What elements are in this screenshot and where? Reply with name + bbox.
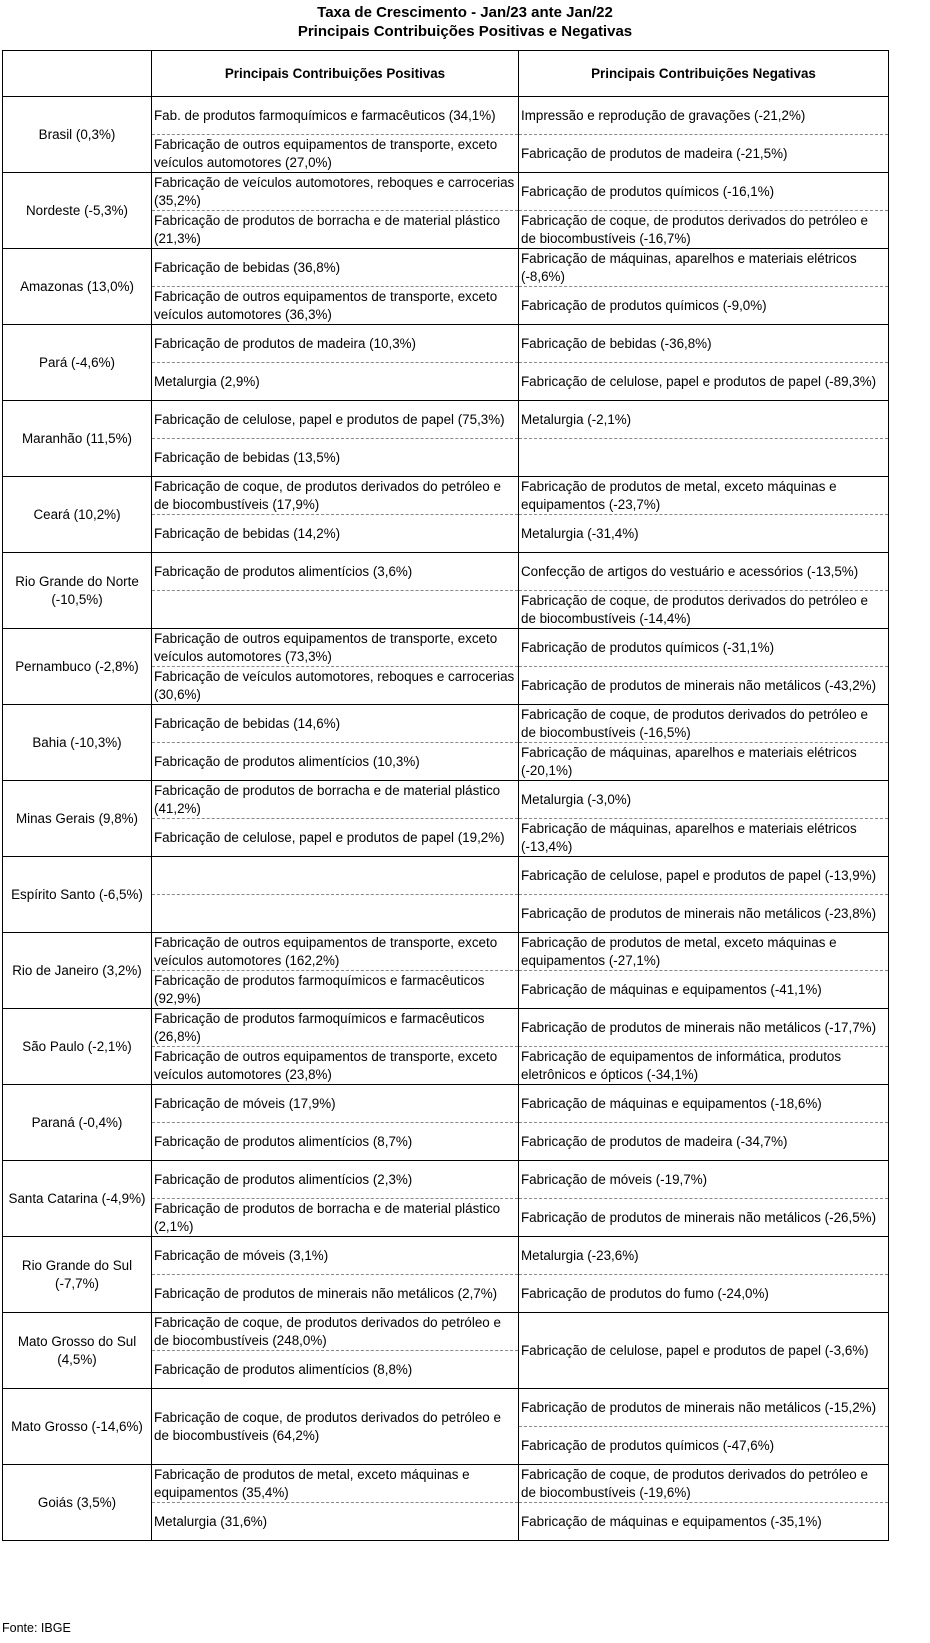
positive-contribution-cell: Fabricação de coque, de produtos derivados do petróleo e de biocombustíveis (248,0%) xyxy=(152,1313,519,1351)
negative-contribution-cell: Fabricação de coque, de produtos derivados do petróleo e de biocombustíveis (-14,4%) xyxy=(519,591,889,629)
table-row xyxy=(3,1237,889,1275)
state-cell: Pará (-4,6%) xyxy=(3,325,152,401)
positive-contribution-cell: Fabricação de bebidas (36,8%) xyxy=(152,249,519,287)
state-cell: Santa Catarina (-4,9%) xyxy=(3,1161,152,1237)
positive-contribution-cell: Fabricação de produtos alimentícios (8,8%) xyxy=(152,1351,519,1389)
header-state xyxy=(3,51,152,97)
positive-contribution-cell: Fabricação de produtos de metal, exceto máquinas e equipamentos (35,4%) xyxy=(152,1465,519,1503)
table-row xyxy=(3,933,889,971)
state-cell: Rio Grande do Norte (-10,5%) xyxy=(3,553,152,629)
table-row xyxy=(3,857,889,895)
positive-contribution-cell: Fabricação de bebidas (13,5%) xyxy=(152,439,519,477)
negative-contribution-cell: Fabricação de máquinas, aparelhos e materiais elétricos (-8,6%) xyxy=(519,249,889,287)
negative-contribution-cell: Fabricação de produtos de minerais não metálicos (-17,7%) xyxy=(519,1009,889,1047)
negative-contribution-cell: Fabricação de produtos de minerais não metálicos (-43,2%) xyxy=(519,667,889,705)
negative-contribution-cell: Fabricação de móveis (-19,7%) xyxy=(519,1161,889,1199)
negative-contribution-cell: Metalurgia (-23,6%) xyxy=(519,1237,889,1275)
positive-contribution-cell: Metalurgia (2,9%) xyxy=(152,363,519,401)
negative-contribution-cell: Fabricação de produtos químicos (-47,6%) xyxy=(519,1427,889,1465)
positive-contribution-cell: Fabricação de outros equipamentos de transporte, exceto veículos automotores (27,0%) xyxy=(152,135,519,173)
state-cell: Pernambuco (-2,8%) xyxy=(3,629,152,705)
table-row xyxy=(3,1389,889,1427)
table-row xyxy=(3,173,889,211)
positive-contribution-cell: Fabricação de outros equipamentos de transporte, exceto veículos automotores (73,3%) xyxy=(152,629,519,667)
table-row xyxy=(3,629,889,667)
state-cell: Nordeste (-5,3%) xyxy=(3,173,152,249)
table-row xyxy=(3,1085,889,1123)
positive-contribution-cell: Fabricação de produtos de borracha e de material plástico (2,1%) xyxy=(152,1199,519,1237)
negative-contribution-cell: Fabricação de produtos de minerais não metálicos (-15,2%) xyxy=(519,1389,889,1427)
negative-contribution-cell: Fabricação de máquinas e equipamentos (-41,1%) xyxy=(519,971,889,1009)
table-row xyxy=(3,477,889,515)
negative-contribution-cell: Fabricação de máquinas e equipamentos (-18,6%) xyxy=(519,1085,889,1123)
header-negative: Principais Contribuições Negativas xyxy=(519,51,889,97)
title-line-1: Taxa de Crescimento - Jan/23 ante Jan/22 xyxy=(317,4,613,21)
state-cell: Ceará (10,2%) xyxy=(3,477,152,553)
positive-contribution-cell: Fabricação de veículos automotores, reboques e carrocerias (35,2%) xyxy=(152,173,519,211)
negative-contribution-cell: Impressão e reprodução de gravações (-21,2%) xyxy=(519,97,889,135)
contributions-table xyxy=(2,50,889,1541)
table-row xyxy=(3,553,889,591)
negative-contribution-cell: Fabricação de celulose, papel e produtos de papel (-13,9%) xyxy=(519,857,889,895)
state-cell: Espírito Santo (-6,5%) xyxy=(3,857,152,933)
positive-contribution-cell: Fabricação de produtos de borracha e de material plástico (21,3%) xyxy=(152,211,519,249)
positive-contribution-cell: Fabricação de produtos farmoquímicos e farmacêuticos (92,9%) xyxy=(152,971,519,1009)
positive-contribution-cell: Fabricação de celulose, papel e produtos de papel (75,3%) xyxy=(152,401,519,439)
positive-contribution-cell xyxy=(152,857,519,895)
positive-contribution-cell: Fabricação de produtos alimentícios (10,3%) xyxy=(152,743,519,781)
state-cell: Mato Grosso (-14,6%) xyxy=(3,1389,152,1465)
positive-contribution-cell: Fabricação de móveis (17,9%) xyxy=(152,1085,519,1123)
positive-contribution-cell: Fabricação de produtos de madeira (10,3%) xyxy=(152,325,519,363)
negative-contribution-cell: Fabricação de produtos químicos (-16,1%) xyxy=(519,173,889,211)
positive-contribution-cell: Fabricação de produtos de minerais não metálicos (2,7%) xyxy=(152,1275,519,1313)
positive-contribution-cell: Fabricação de produtos alimentícios (3,6%) xyxy=(152,553,519,591)
positive-contribution-cell: Fabricação de coque, de produtos derivados do petróleo e de biocombustíveis (64,2%) xyxy=(152,1389,519,1465)
negative-contribution-cell: Fabricação de celulose, papel e produtos de papel (-89,3%) xyxy=(519,363,889,401)
positive-contribution-cell: Fabricação de outros equipamentos de transporte, exceto veículos automotores (36,3%) xyxy=(152,287,519,325)
negative-contribution-cell: Fabricação de produtos de metal, exceto máquinas e equipamentos (-23,7%) xyxy=(519,477,889,515)
state-cell: Rio Grande do Sul (-7,7%) xyxy=(3,1237,152,1313)
negative-contribution-cell: Fabricação de equipamentos de informática, produtos eletrônicos e ópticos (-34,1%) xyxy=(519,1047,889,1085)
table-row xyxy=(3,781,889,819)
positive-contribution-cell: Fabricação de celulose, papel e produtos de papel (19,2%) xyxy=(152,819,519,857)
positive-contribution-cell: Fab. de produtos farmoquímicos e farmacêuticos (34,1%) xyxy=(152,97,519,135)
state-cell: Mato Grosso do Sul (4,5%) xyxy=(3,1313,152,1389)
table-row xyxy=(3,97,889,135)
table-row xyxy=(3,1313,889,1351)
table-row xyxy=(3,325,889,363)
positive-contribution-cell: Fabricação de bebidas (14,2%) xyxy=(152,515,519,553)
positive-contribution-cell: Fabricação de produtos alimentícios (2,3%) xyxy=(152,1161,519,1199)
positive-contribution-cell: Fabricação de outros equipamentos de transporte, exceto veículos automotores (23,8%) xyxy=(152,1047,519,1085)
negative-contribution-cell: Fabricação de produtos de minerais não metálicos (-23,8%) xyxy=(519,895,889,933)
state-cell: Bahia (-10,3%) xyxy=(3,705,152,781)
negative-contribution-cell xyxy=(519,439,889,477)
negative-contribution-cell: Fabricação de produtos químicos (-31,1%) xyxy=(519,629,889,667)
negative-contribution-cell: Metalurgia (-31,4%) xyxy=(519,515,889,553)
table-row xyxy=(3,1465,889,1503)
negative-contribution-cell: Fabricação de coque, de produtos derivados do petróleo e de biocombustíveis (-19,6%) xyxy=(519,1465,889,1503)
source-note: Fonte: IBGE xyxy=(2,1621,71,1635)
positive-contribution-cell: Fabricação de outros equipamentos de transporte, exceto veículos automotores (162,2%) xyxy=(152,933,519,971)
positive-contribution-cell: Fabricação de veículos automotores, reboques e carrocerias (30,6%) xyxy=(152,667,519,705)
negative-contribution-cell: Fabricação de produtos do fumo (-24,0%) xyxy=(519,1275,889,1313)
positive-contribution-cell: Fabricação de produtos alimentícios (8,7%) xyxy=(152,1123,519,1161)
table-row xyxy=(3,705,889,743)
negative-contribution-cell: Fabricação de produtos de minerais não metálicos (-26,5%) xyxy=(519,1199,889,1237)
negative-contribution-cell: Metalurgia (-2,1%) xyxy=(519,401,889,439)
state-cell: Paraná (-0,4%) xyxy=(3,1085,152,1161)
negative-contribution-cell: Confecção de artigos do vestuário e acessórios (-13,5%) xyxy=(519,553,889,591)
positive-contribution-cell: Fabricação de coque, de produtos derivados do petróleo e de biocombustíveis (17,9%) xyxy=(152,477,519,515)
negative-contribution-cell: Fabricação de produtos de metal, exceto máquinas e equipamentos (-27,1%) xyxy=(519,933,889,971)
table-row xyxy=(3,401,889,439)
state-cell: Goiás (3,5%) xyxy=(3,1465,152,1541)
table-title xyxy=(0,3,930,41)
header-row xyxy=(3,51,889,97)
title-line-2: Principais Contribuições Positivas e Negativas xyxy=(297,23,633,40)
header-positive: Principais Contribuições Positivas xyxy=(152,51,519,97)
positive-contribution-cell: Fabricação de produtos de borracha e de material plástico (41,2%) xyxy=(152,781,519,819)
positive-contribution-cell: Fabricação de bebidas (14,6%) xyxy=(152,705,519,743)
negative-contribution-cell: Fabricação de máquinas, aparelhos e materiais elétricos (-20,1%) xyxy=(519,743,889,781)
table-row xyxy=(3,1009,889,1047)
negative-contribution-cell: Fabricação de máquinas, aparelhos e materiais elétricos (-13,4%) xyxy=(519,819,889,857)
state-cell: Amazonas (13,0%) xyxy=(3,249,152,325)
state-cell: Minas Gerais (9,8%) xyxy=(3,781,152,857)
negative-contribution-cell: Metalurgia (-3,0%) xyxy=(519,781,889,819)
negative-contribution-cell: Fabricação de coque, de produtos derivados do petróleo e de biocombustíveis (-16,7%) xyxy=(519,211,889,249)
negative-contribution-cell: Fabricação de produtos químicos (-9,0%) xyxy=(519,287,889,325)
negative-contribution-cell: Fabricação de produtos de madeira (-34,7%) xyxy=(519,1123,889,1161)
negative-contribution-cell: Fabricação de celulose, papel e produtos de papel (-3,6%) xyxy=(519,1313,889,1389)
negative-contribution-cell: Fabricação de bebidas (-36,8%) xyxy=(519,325,889,363)
table-row xyxy=(3,1161,889,1199)
positive-contribution-cell: Fabricação de móveis (3,1%) xyxy=(152,1237,519,1275)
state-cell: Rio de Janeiro (3,2%) xyxy=(3,933,152,1009)
state-cell: São Paulo (-2,1%) xyxy=(3,1009,152,1085)
table-row xyxy=(3,249,889,287)
positive-contribution-cell: Fabricação de produtos farmoquímicos e farmacêuticos (26,8%) xyxy=(152,1009,519,1047)
negative-contribution-cell: Fabricação de produtos de madeira (-21,5%) xyxy=(519,135,889,173)
positive-contribution-cell xyxy=(152,591,519,629)
state-cell: Maranhão (11,5%) xyxy=(3,401,152,477)
negative-contribution-cell: Fabricação de máquinas e equipamentos (-35,1%) xyxy=(519,1503,889,1541)
positive-contribution-cell xyxy=(152,895,519,933)
state-cell: Brasil (0,3%) xyxy=(3,97,152,173)
positive-contribution-cell: Metalurgia (31,6%) xyxy=(152,1503,519,1541)
negative-contribution-cell: Fabricação de coque, de produtos derivados do petróleo e de biocombustíveis (-16,5%) xyxy=(519,705,889,743)
